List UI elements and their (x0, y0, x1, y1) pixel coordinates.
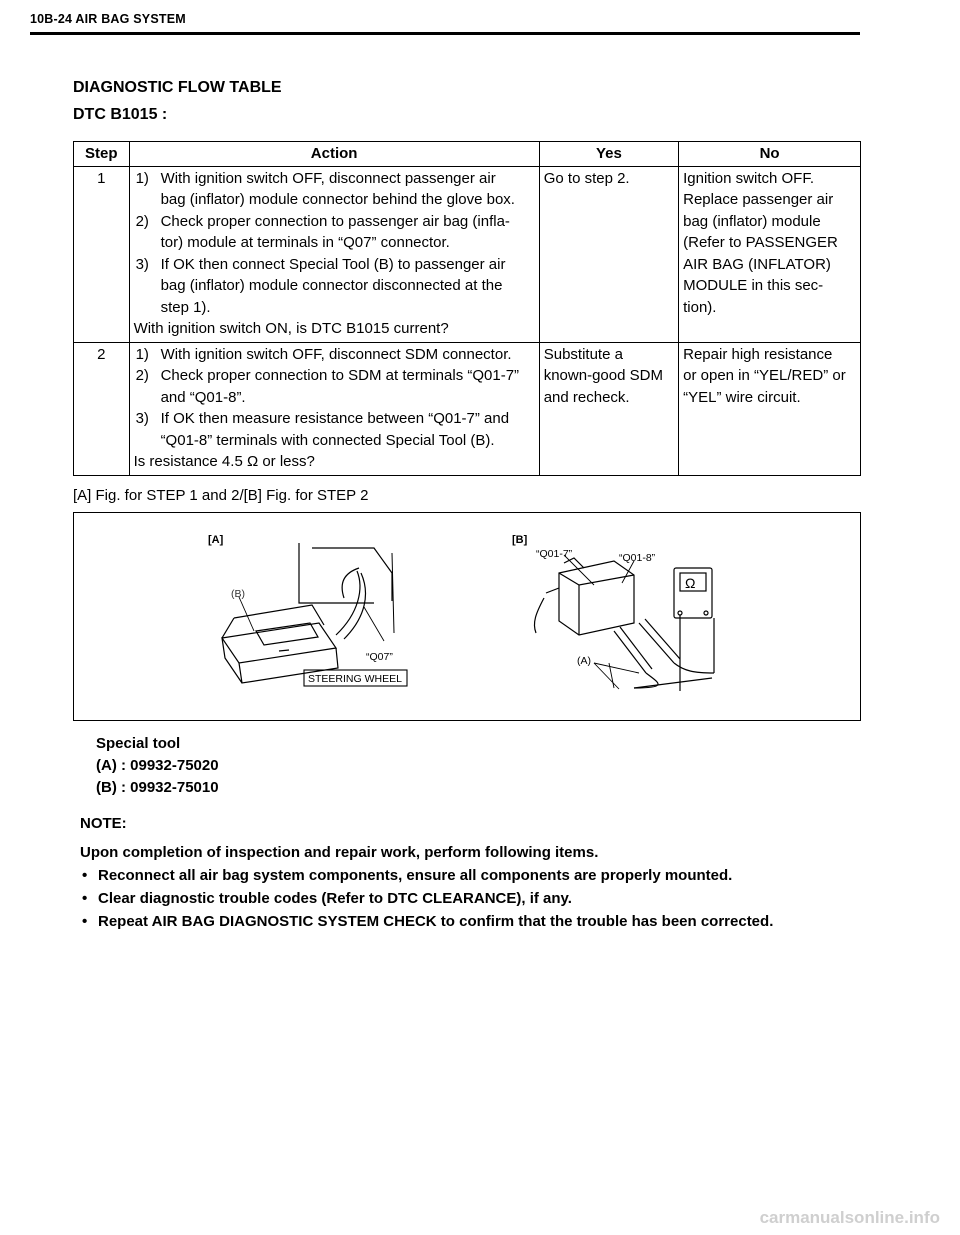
yes-line: and recheck. (543, 388, 630, 406)
figure-label-tool-b: (B) (231, 588, 245, 600)
figure-label-q01-8: “Q01-8” (619, 552, 656, 564)
action-question: With ignition switch ON, is DTC B1015 current? (133, 320, 449, 337)
action-number: 2) (135, 212, 149, 230)
action-line: Check proper connection to SDM at terminals “Q01-7” (160, 367, 520, 384)
figure-label-a: [A] (208, 534, 224, 546)
special-tool-b: (B) : 09932-75010 (96, 779, 219, 796)
no-line: MODULE in this sec- (683, 277, 824, 294)
no-line: (Refer to PASSENGER (683, 234, 838, 251)
action-item (134, 211, 535, 254)
step-cell: 1 (74, 166, 130, 342)
no-line: Ignition switch OFF. (683, 169, 815, 187)
table-row (74, 342, 861, 475)
ohm-icon: Ω (685, 575, 696, 591)
action-line: If OK then connect Special Tool (B) to passenger air (160, 255, 506, 273)
action-number: 3) (135, 410, 149, 427)
action-item (134, 168, 535, 211)
action-number: 2) (135, 367, 149, 384)
step-cell: 2 (74, 342, 130, 475)
action-number: 1) (135, 345, 149, 363)
watermark: carmanualsonline.info (759, 1208, 940, 1227)
action-item (134, 254, 535, 319)
figure-illustration (74, 513, 860, 720)
no-line: or open in “YEL/RED” or (683, 367, 846, 384)
figure-caption: [A] Fig. for STEP 1 and 2/[B] Fig. for STEP 2 (73, 487, 369, 504)
special-tool-block (96, 733, 219, 799)
no-line: AIR BAG (INFLATOR) (683, 255, 831, 273)
action-line: tor) module at terminals in “Q07” connector. (160, 234, 450, 251)
note-block (80, 812, 860, 933)
table-row (74, 166, 861, 342)
action-line: If OK then measure resistance between “Q01-7” and (160, 410, 510, 427)
no-line: “YEL” wire circuit. (683, 388, 801, 406)
action-line: With ignition switch OFF, disconnect passenger air (160, 169, 496, 187)
table-header-row (74, 142, 861, 167)
list-item: • Repeat AIR BAG DIAGNOSTIC SYSTEM CHECK to confirm that the trouble has been corrected. (80, 910, 860, 933)
special-tool-title: Special tool (96, 735, 181, 752)
action-question: Is resistance 4.5 Ω or less? (133, 453, 315, 470)
action-line: and “Q01-8”. (160, 388, 246, 406)
section-heading: DIAGNOSTIC FLOW TABLE (73, 79, 282, 96)
action-list (134, 168, 535, 319)
no-line: bag (inflator) module (683, 212, 821, 230)
note-title: NOTE: (80, 815, 127, 832)
action-line: bag (inflator) module connector disconnected at the (160, 277, 503, 294)
action-cell (129, 342, 539, 475)
action-line: step 1). (160, 298, 211, 316)
action-list (134, 344, 535, 452)
no-cell (679, 342, 861, 475)
yes-line: known-good SDM (543, 367, 663, 384)
action-number: 1) (135, 169, 149, 187)
figure-label-steering-wheel: STEERING WHEEL (308, 673, 402, 685)
figure-box (73, 512, 861, 721)
yes-cell (539, 166, 678, 342)
header-yes: Yes (539, 142, 678, 167)
no-line: Replace passenger air (683, 191, 834, 208)
action-item (134, 408, 535, 451)
page-header-title: 10B-24 AIR BAG SYSTEM (30, 12, 186, 26)
action-cell (129, 166, 539, 342)
header-rule (30, 32, 860, 35)
action-line: “Q01-8” terminals with connected Special Tool (B). (160, 431, 495, 449)
yes-line: Go to step 2. (543, 169, 630, 187)
note-list (80, 864, 860, 933)
yes-line: Substitute a (543, 345, 623, 363)
header-step: Step (74, 142, 130, 167)
page-header (30, 12, 860, 26)
action-line: Check proper connection to passenger air bag (infla- (160, 212, 510, 230)
action-item (134, 344, 535, 366)
action-number: 3) (135, 255, 149, 273)
header-no: No (679, 142, 861, 167)
action-line: With ignition switch OFF, disconnect SDM connector. (160, 345, 512, 363)
figure-label-b: [B] (512, 534, 528, 546)
header-action: Action (129, 142, 539, 167)
no-cell (679, 166, 861, 342)
special-tool-a: (A) : 09932-75020 (96, 757, 219, 774)
action-item (134, 365, 535, 408)
figure-label-q07: “Q07” (366, 651, 393, 663)
yes-cell (539, 342, 678, 475)
diagnostic-flow-table (73, 141, 861, 476)
figure-label-q01-7: “Q01-7” (536, 548, 573, 560)
list-item: • Clear diagnostic trouble codes (Refer to DTC CLEARANCE), if any. (80, 887, 860, 910)
dtc-heading: DTC B1015 : (73, 106, 168, 123)
no-line: Repair high resistance (683, 345, 833, 363)
no-line: tion). (683, 298, 717, 316)
list-item: • Reconnect all air bag system components, ensure all components are properly mounted. (80, 864, 860, 887)
figure-label-tool-a: (A) (577, 655, 591, 667)
note-intro: Upon completion of inspection and repair work, perform following items. (80, 844, 599, 861)
action-line: bag (inflator) module connector behind the glove box. (160, 191, 515, 208)
